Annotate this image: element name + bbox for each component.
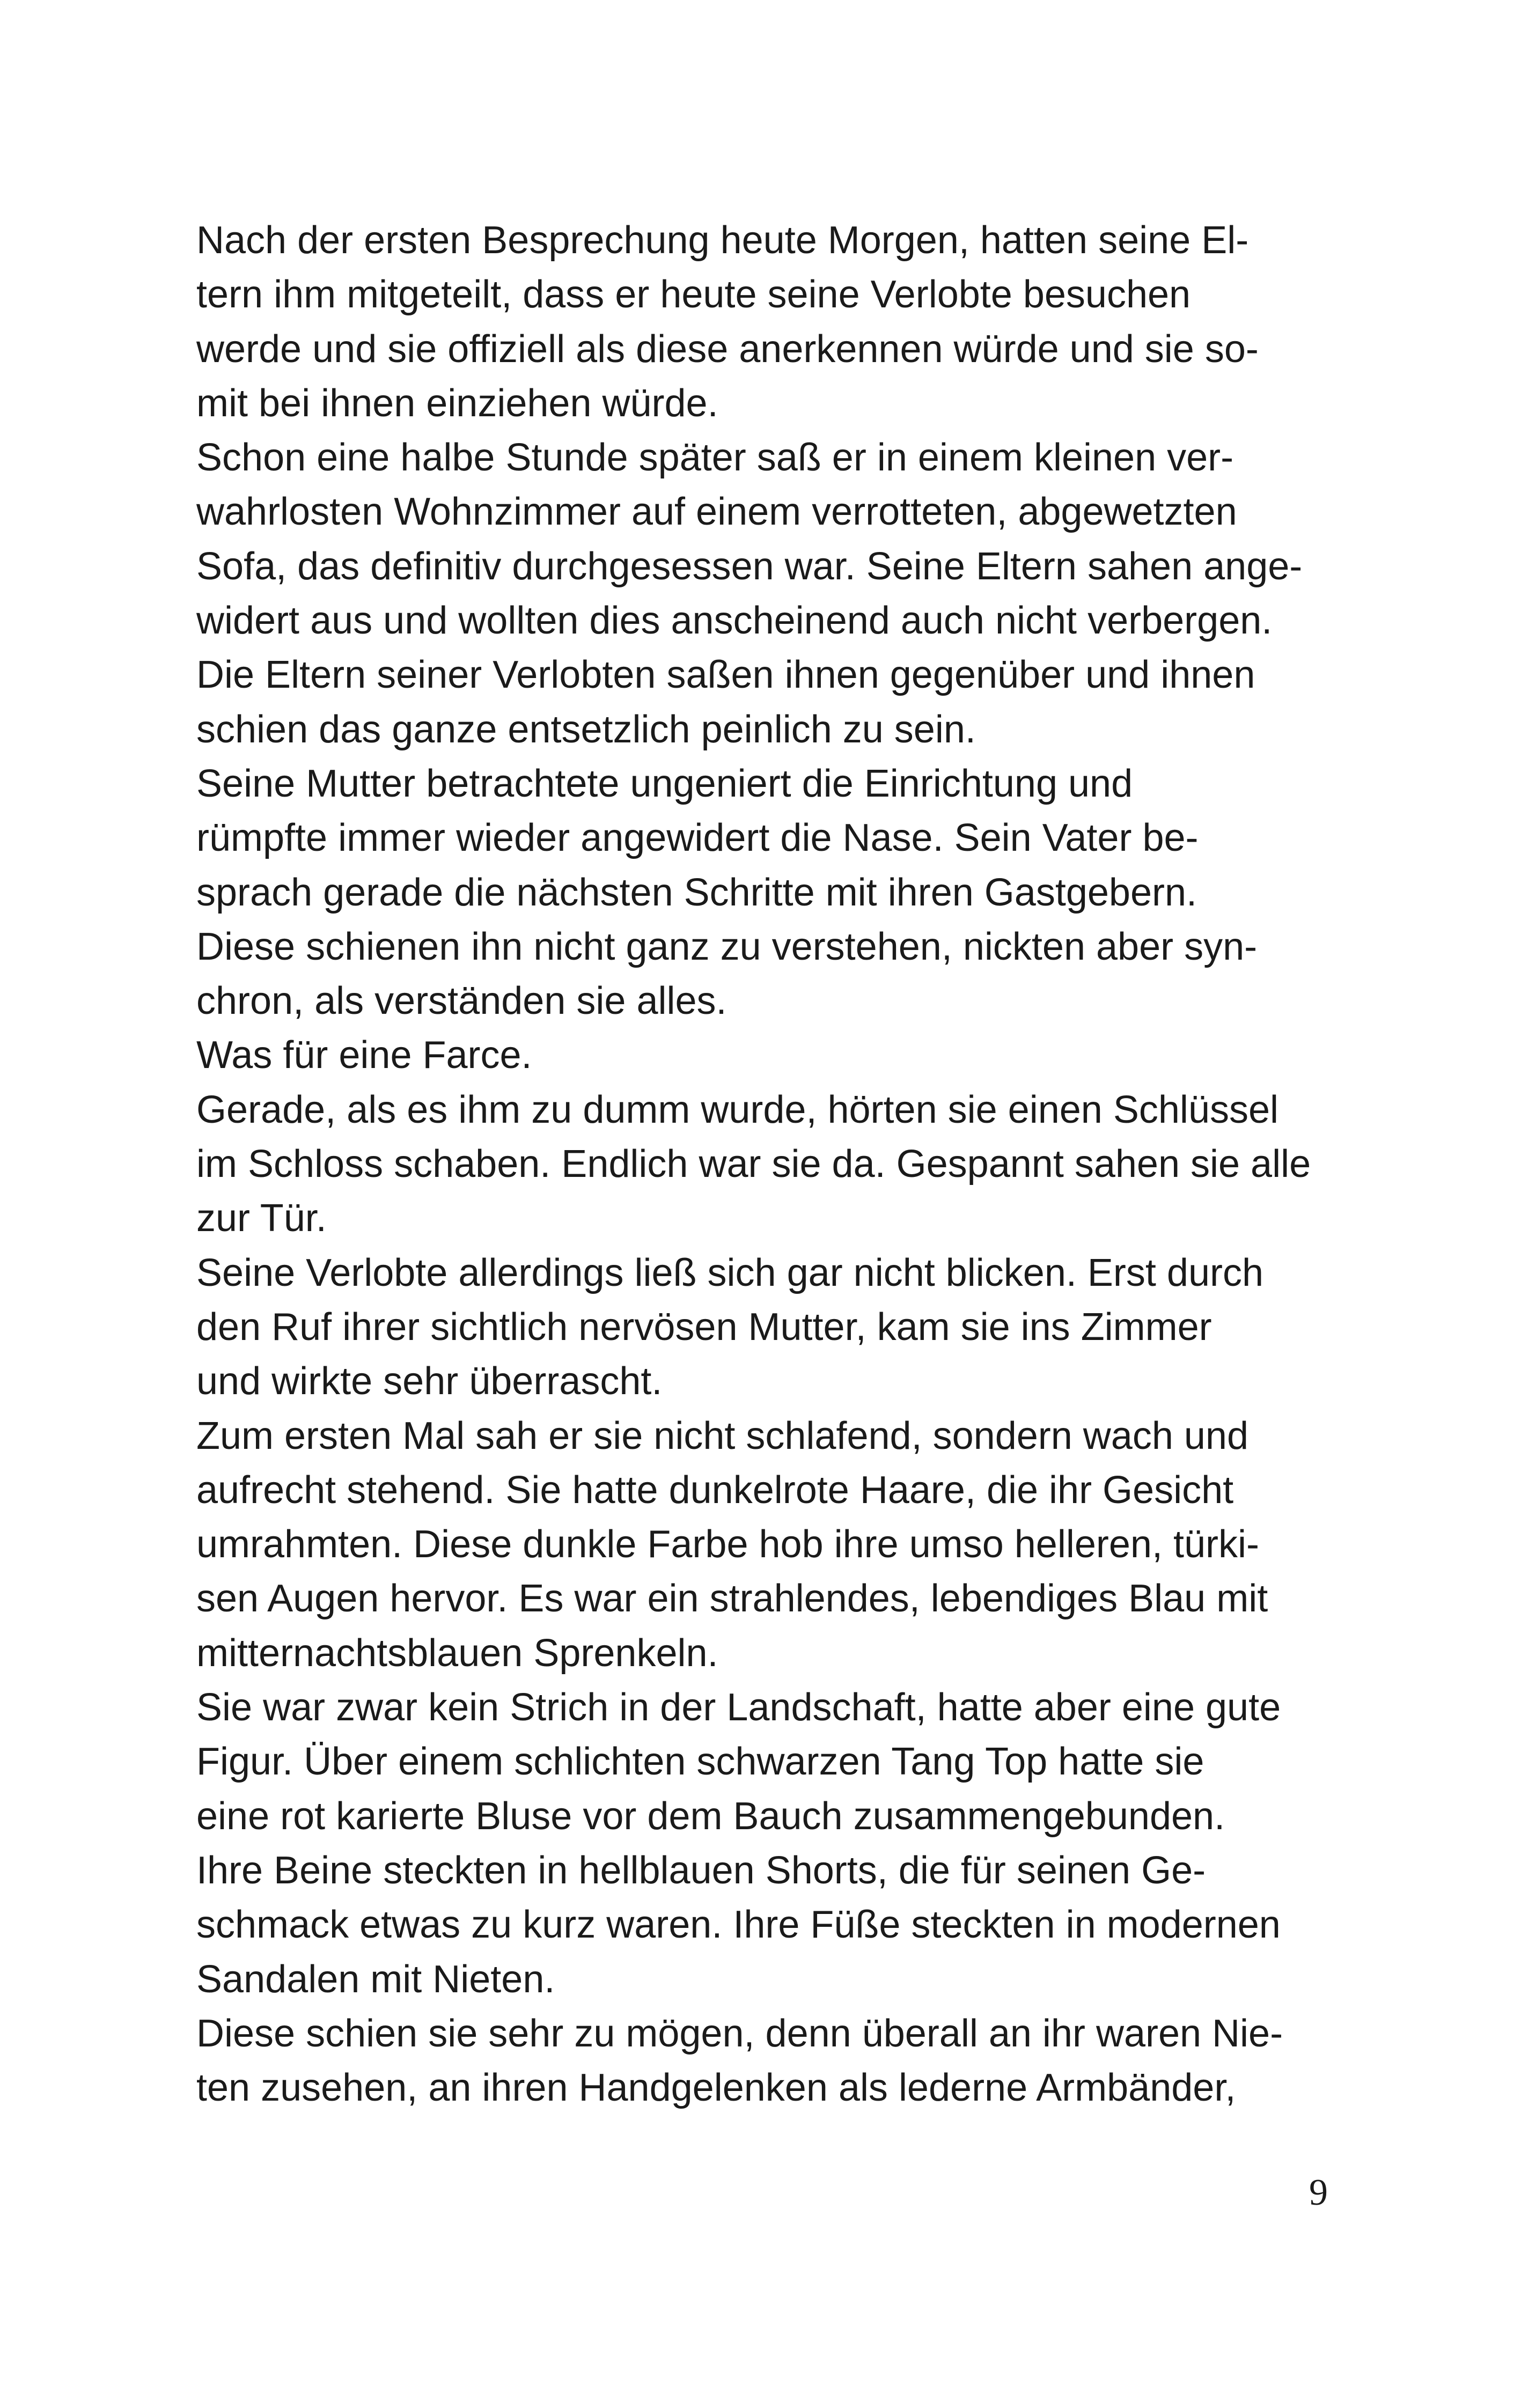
text-line: Sofa, das definitiv durchgesessen war. Seine Eltern sahen ange- <box>196 544 1303 588</box>
text-line: tern ihm mitgeteilt, dass er heute seine Verlobte besuchen <box>196 273 1191 316</box>
text-line: Gerade, als es ihm zu dumm wurde, hörten sie einen Schlüssel <box>196 1088 1278 1131</box>
text-line: Sie war zwar kein Strich in der Landschaft, hatte aber eine gute <box>196 1686 1281 1729</box>
text-line: Seine Verlobte allerdings ließ sich gar nicht blicken. Erst durch <box>196 1251 1263 1294</box>
text-line: ten zusehen, an ihren Handgelenken als lederne Armbänder, <box>196 2066 1236 2110</box>
text-line: Diese schien sie sehr zu mögen, denn überall an ihr waren Nie- <box>196 2012 1283 2055</box>
text-line: Was für eine Farce. <box>196 1034 532 1077</box>
text-line: den Ruf ihrer sichtlich nervösen Mutter, kam sie ins Zimmer <box>196 1305 1212 1349</box>
body-text <box>196 213 1344 2115</box>
text-line: Zum ersten Mal sah er sie nicht schlafend, sondern wach und <box>196 1414 1249 1457</box>
text-line: aufrecht stehend. Sie hatte dunkelrote Haare, die ihr Gesicht <box>196 1468 1234 1512</box>
text-line: eine rot karierte Bluse vor dem Bauch zusammengebunden. <box>196 1794 1225 1838</box>
page-number: 9 <box>1309 2172 1328 2213</box>
text-line: rümpfte immer wieder angewidert die Nase. Sein Vater be- <box>196 816 1199 860</box>
text-line: Figur. Über einem schlichten schwarzen Tang Top hatte sie <box>196 1740 1204 1784</box>
text-line: Diese schienen ihn nicht ganz zu verstehen, nickten aber syn- <box>196 925 1258 968</box>
text-line: schien das ganze entsetzlich peinlich zu sein. <box>196 708 976 751</box>
text-line: zur Tür. <box>196 1197 327 1240</box>
text-line: widert aus und wollten dies anscheinend auch nicht verbergen. <box>196 599 1273 643</box>
text-line: mit bei ihnen einziehen würde. <box>196 381 718 425</box>
text-line: im Schloss schaben. Endlich war sie da. Gespannt sahen sie alle <box>196 1143 1311 1186</box>
text-line: Seine Mutter betrachtete ungeniert die Einrichtung und <box>196 762 1133 805</box>
text-line: und wirkte sehr überrascht. <box>196 1360 663 1403</box>
text-line: chron, als verständen sie alles. <box>196 980 727 1023</box>
text-line: Nach der ersten Besprechung heute Morgen, hatten seine El- <box>196 219 1249 262</box>
text-line: Die Eltern seiner Verlobten saßen ihnen gegenüber und ihnen <box>196 653 1255 697</box>
text-line: schmack etwas zu kurz waren. Ihre Füße steckten in modernen <box>196 1903 1281 1947</box>
text-line: umrahmten. Diese dunkle Farbe hob ihre umso helleren, türki- <box>196 1523 1259 1566</box>
text-line: mitternachtsblauen Sprenkeln. <box>196 1631 718 1675</box>
text-line: Ihre Beine steckten in hellblauen Shorts, die für seinen Ge- <box>196 1849 1206 1892</box>
text-line: Schon eine halbe Stunde später saß er in einem kleinen ver- <box>196 436 1234 480</box>
text-line: werde und sie offiziell als diese anerkennen würde und sie so- <box>196 327 1259 371</box>
text-line: wahrlosten Wohnzimmer auf einem verrotteten, abgewetzten <box>196 490 1237 534</box>
text-line: sen Augen hervor. Es war ein strahlendes, lebendiges Blau mit <box>196 1577 1268 1621</box>
text-line: Sandalen mit Nieten. <box>196 1957 555 2001</box>
text-line: sprach gerade die nächsten Schritte mit ihren Gastgebern. <box>196 871 1197 914</box>
